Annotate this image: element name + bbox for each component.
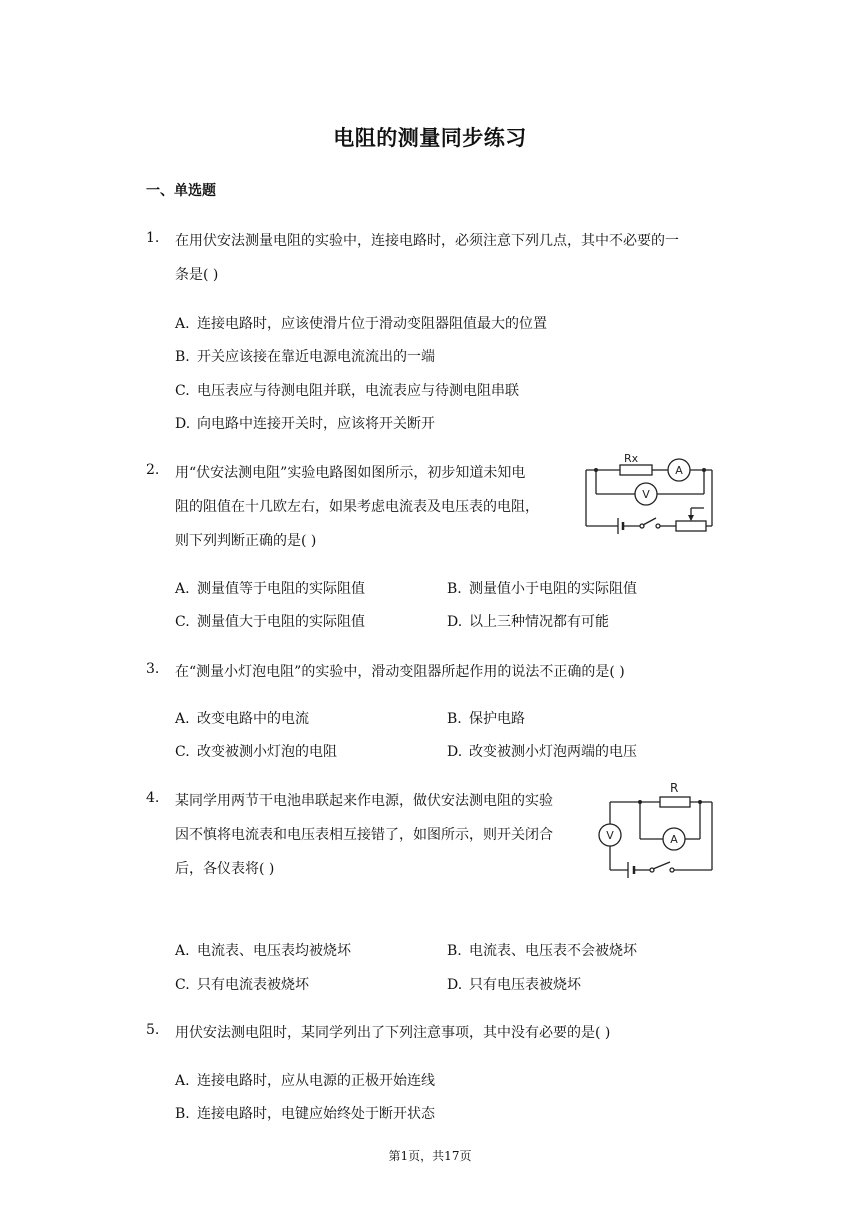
option-label: C. xyxy=(175,614,190,630)
page-title: 电阻的测量同步练习 xyxy=(333,126,527,150)
option-text: 只有电压表被烧坏 xyxy=(469,977,581,993)
voltmeter-label: V xyxy=(642,488,650,501)
voltmeter-label: V xyxy=(606,829,614,842)
option-a[interactable] xyxy=(175,313,547,333)
option-label: D. xyxy=(447,744,463,760)
option-c[interactable] xyxy=(175,380,519,400)
option-c[interactable] xyxy=(175,741,337,761)
question-text: 某同学用两节干电池串联起来作电源，做伏安法测电阻的实验 xyxy=(175,793,553,809)
option-label: C. xyxy=(175,383,190,399)
option-b[interactable] xyxy=(175,346,435,366)
question-text: 阻的阻值在十几欧左右，如果考虑电流表及电压表的电阻， xyxy=(175,499,539,515)
question-number: 4. xyxy=(146,790,160,806)
option-label: B. xyxy=(447,711,462,727)
option-text: 连接电路时，电键应始终处于断开状态 xyxy=(197,1106,435,1122)
page-footer: 第1页，共17页 xyxy=(388,1149,472,1163)
option-label: A. xyxy=(175,711,190,727)
option-label: C. xyxy=(175,977,190,993)
section-heading: 一、单选题 xyxy=(146,183,216,199)
question-text: 后，各仪表将( ) xyxy=(175,861,275,877)
option-text: 以上三种情况都有可能 xyxy=(469,614,609,630)
option-d[interactable] xyxy=(447,611,609,631)
question-text: 因不慎将电流表和电压表相互接错了，如图所示，则开关闭合 xyxy=(175,827,553,843)
question-text: 在用伏安法测量电阻的实验中，连接电路时，必须注意下列几点，其中不必要的一 xyxy=(175,233,679,249)
option-b[interactable] xyxy=(447,578,637,598)
option-text: 连接电路时，应该使滑片位于滑动变阻器阻值最大的位置 xyxy=(197,316,547,332)
option-b[interactable] xyxy=(175,1103,435,1123)
option-label: D. xyxy=(175,416,191,432)
option-text: 测量值小于电阻的实际阻值 xyxy=(469,581,637,597)
option-text: 测量值等于电阻的实际阻值 xyxy=(197,581,365,597)
option-label: D. xyxy=(447,614,463,630)
option-text: 连接电路时，应从电源的正极开始连线 xyxy=(197,1073,435,1089)
option-c[interactable] xyxy=(175,974,309,994)
option-a[interactable] xyxy=(175,578,365,598)
option-text: 电流表、电压表均被烧坏 xyxy=(197,943,351,959)
option-text: 改变电路中的电流 xyxy=(197,711,309,727)
option-c[interactable] xyxy=(175,611,365,631)
option-b[interactable] xyxy=(447,940,637,960)
option-text: 电流表、电压表不会被烧坏 xyxy=(469,943,637,959)
ammeter-label: A xyxy=(670,833,678,846)
option-text: 改变被测小灯泡的电阻 xyxy=(197,744,337,760)
option-text: 向电路中连接开关时，应该将开关断开 xyxy=(197,416,435,432)
option-text: 开关应该接在靠近电源电流流出的一端 xyxy=(197,349,435,365)
option-label: A. xyxy=(175,581,190,597)
ammeter-label: A xyxy=(675,464,683,477)
option-a[interactable] xyxy=(175,1070,435,1090)
question-text: 用“伏安法测电阻”实验电路图如图所示，初步知道未知电 xyxy=(175,465,526,481)
circuit-diagram-q2 xyxy=(580,450,720,540)
option-label: B. xyxy=(175,349,190,365)
option-label: B. xyxy=(447,581,462,597)
question-text: 则下列判断正确的是( ) xyxy=(175,533,317,549)
option-a[interactable] xyxy=(175,708,309,728)
option-text: 保护电路 xyxy=(469,711,525,727)
resistor-label: R xyxy=(670,781,679,795)
option-label: A. xyxy=(175,316,190,332)
option-label: A. xyxy=(175,943,190,959)
option-a[interactable] xyxy=(175,940,351,960)
question-text: 在“测量小灯泡电阻”的实验中，滑动变阻器所起作用的说法不正确的是( ) xyxy=(175,664,625,680)
resistor-label: Rx xyxy=(624,452,639,465)
question-number: 3. xyxy=(146,661,160,677)
option-label: C. xyxy=(175,744,190,760)
option-text: 测量值大于电阻的实际阻值 xyxy=(197,614,365,630)
option-text: 电压表应与待测电阻并联，电流表应与待测电阻串联 xyxy=(197,383,519,399)
option-label: A. xyxy=(175,1073,190,1089)
option-label: B. xyxy=(447,943,462,959)
option-text: 只有电流表被烧坏 xyxy=(197,977,309,993)
question-text: 条是( ) xyxy=(175,267,219,283)
question-number: 2. xyxy=(146,462,160,478)
question-number: 1. xyxy=(146,230,160,246)
option-text: 改变被测小灯泡两端的电压 xyxy=(469,744,637,760)
question-number: 5. xyxy=(146,1022,160,1038)
option-b[interactable] xyxy=(447,708,525,728)
circuit-diagram-q4 xyxy=(590,776,720,886)
option-label: B. xyxy=(175,1106,190,1122)
option-d[interactable] xyxy=(447,974,581,994)
option-d[interactable] xyxy=(175,413,435,433)
question-text: 用伏安法测电阻时，某同学列出了下列注意事项，其中没有必要的是( ) xyxy=(175,1025,611,1041)
option-d[interactable] xyxy=(447,741,637,761)
option-label: D. xyxy=(447,977,463,993)
